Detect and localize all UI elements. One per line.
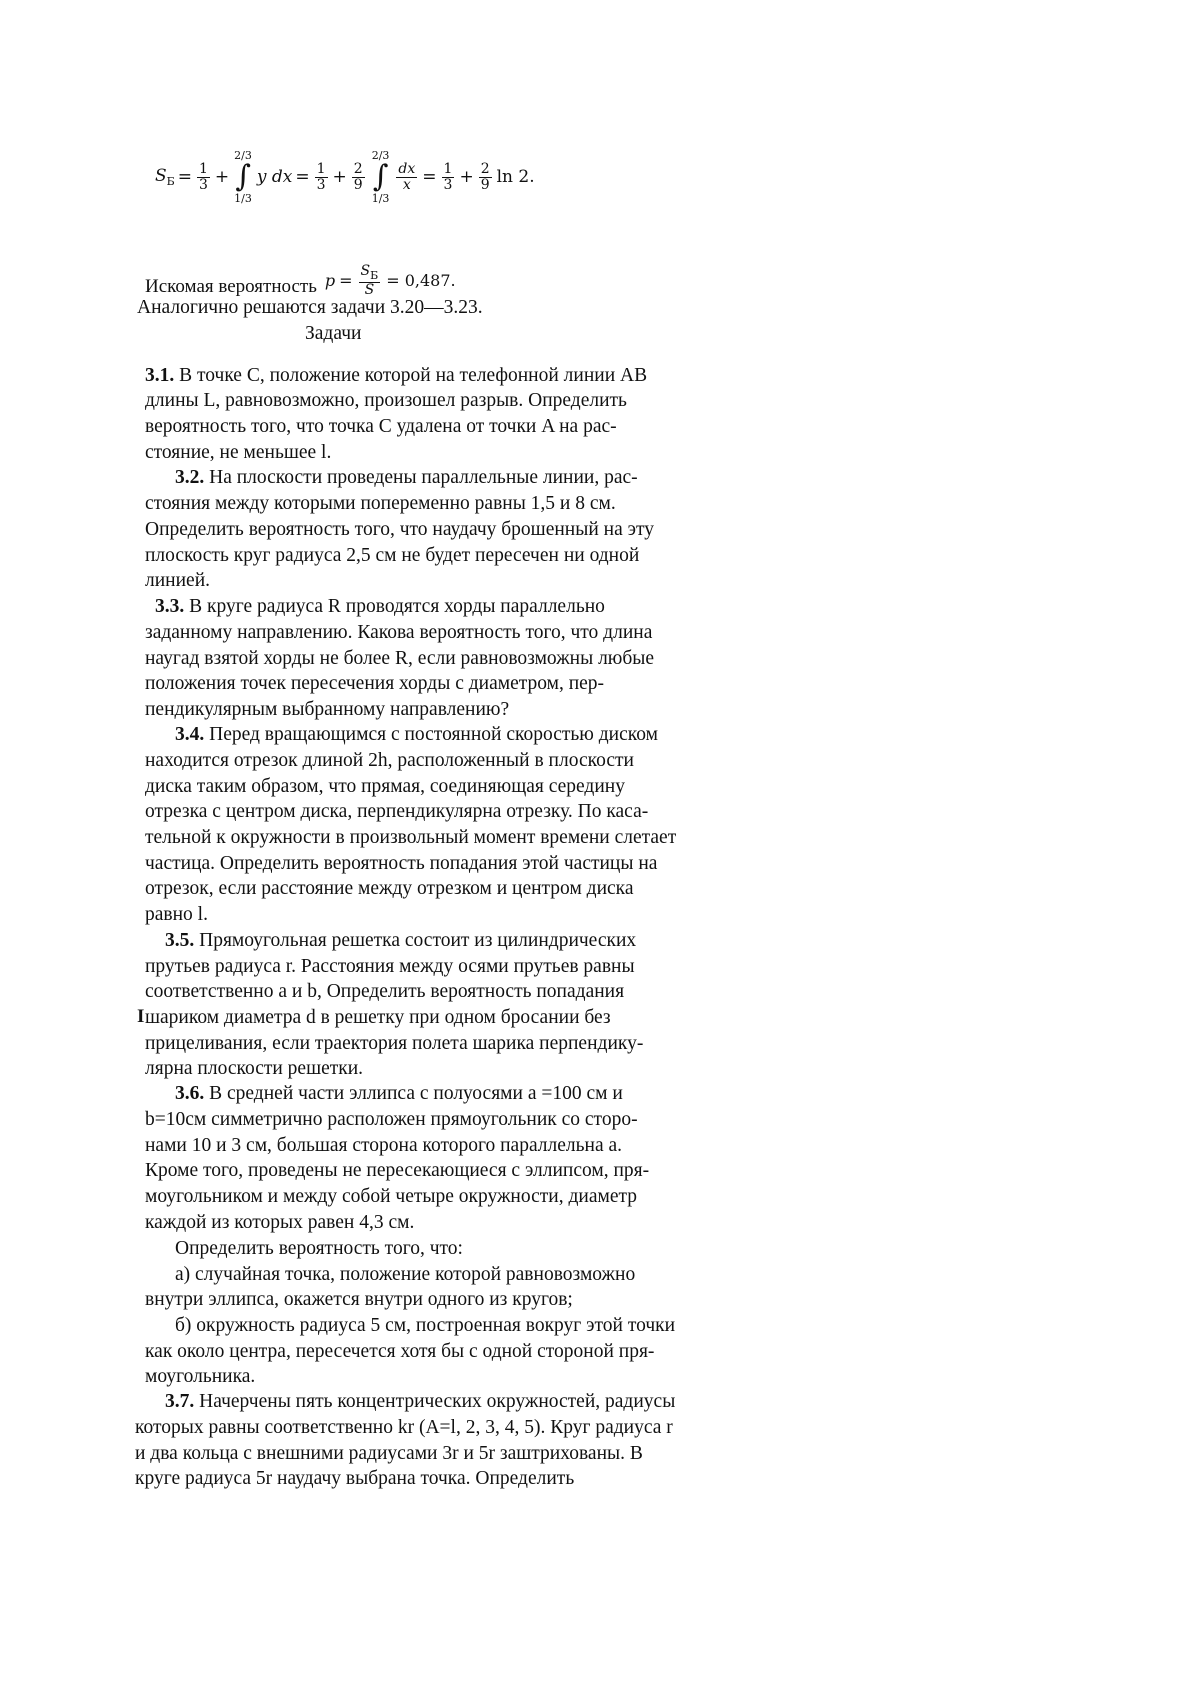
fraction-2: $\frac{1}{3}$ bbox=[316, 160, 326, 193]
problem-3-4-line-5: тельной к окружности в произвольный момент времени слетает bbox=[145, 827, 677, 848]
problem-3-3-line-4: положения точек пересечения хорды с диаметром, пер- bbox=[145, 673, 605, 694]
problem-3-7-line-4: круге радиуса 5r наудачу выбрана точка. Определить bbox=[135, 1468, 575, 1489]
problem-3-6-line-9: внутри эллипса, окажется внутри одного из кругов; bbox=[145, 1289, 573, 1310]
problem-3-2-line-1: 3.2. На плоскости проведены параллельные линии, рас- bbox=[175, 467, 638, 488]
problem-3-7-line-3: и два кольца с внешними радиусами 3r и 5r заштрихованы. В bbox=[135, 1443, 643, 1464]
problem-3-7-line-2: которых равны соответственно kr (A=l, 2, 3, 4, 5). Круг радиуса r bbox=[135, 1417, 673, 1438]
problem-3-5-line-2: прутьев радиуса r. Расстояния между осями прутьев равны bbox=[145, 956, 635, 977]
formula-eq3: = bbox=[422, 167, 437, 187]
problem-3-6-line-10: б) окружность радиуса 5 см, построенная вокруг этой точки bbox=[175, 1315, 676, 1336]
area-formula bbox=[155, 150, 535, 204]
problem-3-6-line-5: моугольником и между собой четыре окружности, диаметр bbox=[145, 1186, 637, 1207]
problem-3-6-line-2: b=10см симметрично расположен прямоугольник со сторо- bbox=[145, 1109, 638, 1130]
problem-3-4-line-3: диска таким образом, что прямая, соединяющая середину bbox=[145, 776, 625, 797]
formula-plus2: + bbox=[332, 167, 347, 187]
problem-3-3-line-3: наугад взятой хорды не более R, если равновозможны любые bbox=[145, 648, 655, 669]
problem-3-3-line-1: 3.3. В круге радиуса R проводятся хорды параллельно bbox=[155, 596, 605, 617]
fraction-4: $\frac{dx}{x}$ bbox=[398, 160, 416, 193]
problem-3-1-line-1: 3.1. В точке C, положение которой на телефонной линии AB bbox=[145, 365, 648, 386]
problem-3-5-line-6: лярна плоскости решетки. bbox=[145, 1058, 364, 1079]
problem-3-6-line-12: моугольника. bbox=[145, 1366, 256, 1387]
problem-3-2-line-4: плоскость круг радиуса 2,5 см не будет пересечен ни одной bbox=[145, 545, 640, 566]
problem-3-6-line-4: Кроме того, проведены не пересекающиеся с эллипсом, пря- bbox=[145, 1160, 650, 1181]
formula-plus3: + bbox=[459, 167, 474, 187]
problem-3-6-line-7: Определить вероятность того, что: bbox=[175, 1238, 463, 1259]
problem-3-6-line-6: каждой из которых равен 4,3 см. bbox=[145, 1212, 415, 1233]
problem-3-5-line-1: 3.5. Прямоугольная решетка состоит из цилиндрических bbox=[165, 930, 637, 951]
problem-3-1-line-3: вероятность того, что точка С удалена от точки A на рас- bbox=[145, 416, 617, 437]
problem-3-4-line-2: находится отрезок длиной 2h, расположенный в плоскости bbox=[145, 750, 634, 771]
fraction-6: $\frac{2}{9}$ bbox=[480, 160, 490, 193]
fraction-3: $\frac{2}{9}$ bbox=[353, 160, 363, 193]
problem-3-2-line-3: Определить вероятность того, что наудачу брошенный на эту bbox=[145, 519, 654, 540]
problem-3-5-line-4: шариком диаметра d в решетку при одном бросании без bbox=[145, 1007, 611, 1028]
problem-3-2-line-2: стояния между которыми попеременно равны 1,5 и 8 см. bbox=[145, 493, 616, 514]
formula-lhs: S bbox=[155, 166, 167, 186]
problem-3-4-line-6: частица. Определить вероятность попадания этой частицы на bbox=[145, 853, 658, 874]
problem-3-4-line-8: равно l. bbox=[145, 904, 208, 925]
problem-3-6-line-11: как около центра, пересечется хотя бы с одной стороной пря- bbox=[145, 1341, 655, 1362]
integral-1: 2/3 ∫ 1/3 bbox=[234, 149, 252, 205]
problem-3-2-line-5: линией. bbox=[145, 570, 211, 591]
fraction-1: $\frac{1}{3}$ bbox=[199, 160, 208, 193]
similar-note: Аналогично решаются задачи 3.20—3.23. bbox=[137, 297, 483, 318]
fraction-5: $\frac{1}{3}$ bbox=[443, 160, 453, 193]
problem-3-3-line-2: заданному направлению. Какова вероятность того, что длина bbox=[145, 622, 653, 643]
formula-tail: ln 2. bbox=[496, 167, 535, 187]
margin-marker: I bbox=[137, 1006, 145, 1027]
integral-2: 2/3 ∫ 1/3 bbox=[371, 149, 390, 205]
formula-lhs-sub: Б bbox=[166, 175, 175, 188]
problem-3-5-line-3: соответственно a и b, Определить вероятность попадания bbox=[145, 981, 625, 1002]
problem-3-1-line-2: длины L, равновозможно, произошел разрыв. Определить bbox=[145, 390, 627, 411]
section-heading: Задачи bbox=[305, 323, 362, 344]
problem-3-4-line-1: 3.4. Перед вращающимся с постоянной скоростью диском bbox=[175, 724, 658, 745]
problem-3-6-line-1: 3.6. В средней части эллипса с полуосями a =100 см и bbox=[175, 1083, 623, 1104]
problem-3-6-line-3: нами 10 и 3 см, большая сторона которого параллельна а. bbox=[145, 1135, 623, 1156]
problem-3-7-line-1: 3.7. Начерчены пять концентрических окружностей, радиусы bbox=[165, 1391, 676, 1412]
problem-3-5-line-5: прицеливания, если траектория полета шарика перпендику- bbox=[145, 1033, 644, 1054]
problem-3-4-line-7: отрезок, если расстояние между отрезком и центром диска bbox=[145, 878, 634, 899]
problem-3-1-line-4: стояние, не меньшее l. bbox=[145, 442, 332, 463]
probability-formula: p = $\frac{S_Б}{S}$ = 0,487. bbox=[324, 263, 456, 298]
probability-label: Искомая вероятность bbox=[145, 275, 317, 297]
problem-3-4-line-4: отрезка с центром диска, перпендикулярна отрезку. По каса- bbox=[145, 801, 649, 822]
problem-3-3-line-5: пендикулярным выбранному направлению? bbox=[145, 699, 510, 720]
problem-3-6-line-8: а) случайная точка, положение которой равновозможно bbox=[175, 1264, 636, 1285]
formula-eq1: = bbox=[177, 167, 192, 187]
formula-plus1: + bbox=[214, 167, 230, 187]
formula-eq2: = bbox=[295, 167, 310, 187]
integrand-1: y dx bbox=[256, 167, 293, 187]
